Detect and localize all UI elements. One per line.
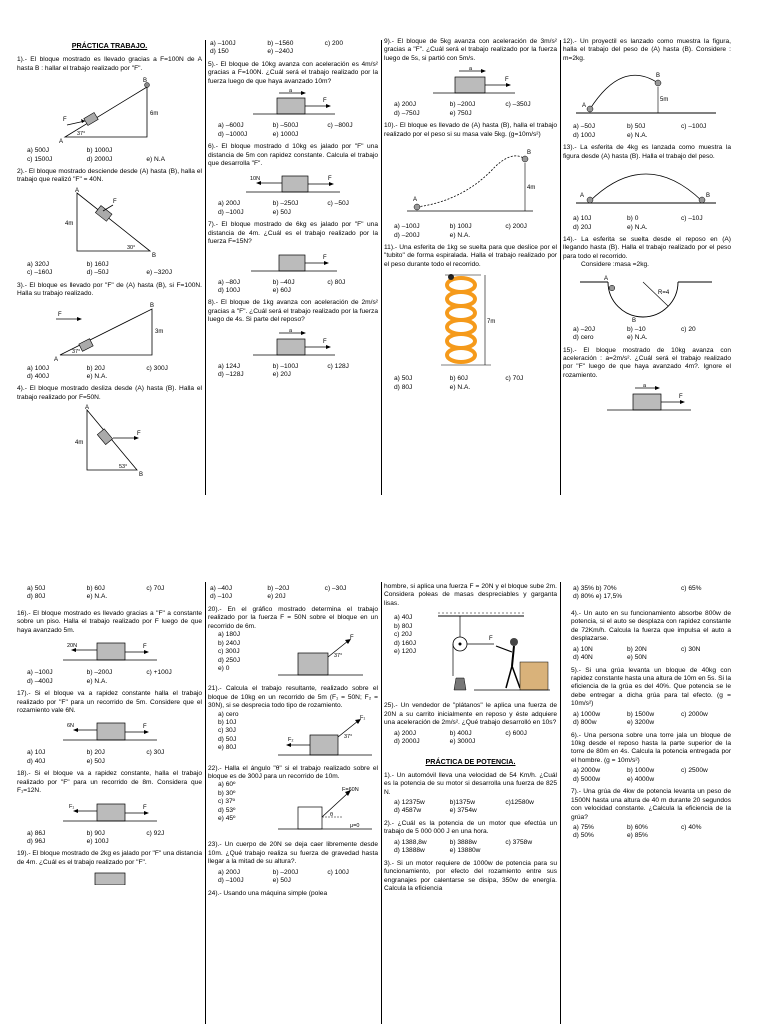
figure-curve-q10 [401,141,541,221]
option-b: b) 1000J [86,147,113,155]
question-15: 15).- El bloque mostrado de 10kg avanza con aceleración : a=2m/s². ¿Cuál será el trabajo realizado por "F" luego de que haya avanzado 4m?. Ignore el rozamiento. [563,346,731,379]
label-height: 6m [149,111,158,118]
options-q23: a) 200J b) –200J c) 100J d) –100J e) 50J [218,868,349,885]
label-force-1: F₁ [360,714,366,721]
question-8: 8).- El bloque de 1kg avanza con aceleración de 2m/s² gracias a "F". ¿Cuál será el trabajo realizado por la fuerza luego de 4s. Si parte del reposo? [208,299,378,324]
options-q2: a) 320J b) 160J c) –160J d) –50J e) –320J [27,260,172,277]
label-force: F [323,254,327,261]
power-question-3: 3).- Si un motor requiere de 1000w de potencia para su funcionamiento, por efecto del rozamiento entre sus engranajes por calentarse se disipa, 350w de energía. Calcula la eficiencia [384,859,557,892]
figure-arc-q13 [572,163,722,213]
label-a: A [58,139,63,146]
figure-block-q15 [597,382,697,416]
question-25: 25).- Un vendedor de "plátanos" le aplica una fuerza de 20N a su carrito inicialmente en reposo y éste adquiere una aceleración de 2m/s². ¿Qué trabajo desarrolló en 10s? [384,702,557,727]
label-force: F [323,338,327,345]
power-question-1: 1).- Un automóvil lleva una velocidad de 54 Km/h. ¿Cuál es la potencia de su motor si desarrolla una fuerza de 825 N. [384,771,557,796]
figure-semicircle-q14 [572,272,722,324]
power-question-5: 5).- Si una grúa levanta un bloque de 40kg con rapidez constante hasta una altura de 10m en 5s. Si la eficiencia de la grúa es del 40%. Que potencia se le debe entregar a dicha grúa para tal efecto. (g = 10m/s²) [571,666,731,708]
question-22: 22).- Halla el ángulo "θ" si el trabajo realizado sobre el bloque es de 300J para un recorrido de 10m. [208,764,378,780]
page-title: PRÁCTICA TRABAJO. [71,41,148,50]
power-question-4: 4).- Un auto en su funcionamiento absorbe 800w de potencia, si el auto se desplaza con rapidez constante de 72Km/h. Calcula la fuerza que impulsa el auto a desplazarse. [571,609,731,643]
label-force: F [62,117,67,124]
label-force: F [142,804,147,811]
options-p4: a) 10N b) 20N c) 30N d) 40N e) 50N [573,645,701,662]
label-b: B [138,472,143,477]
question-23: 23).- Un cuerpo de 20N se deja caer libremente desde 10m. ¿Qué trabajo realiza su fuerza de gravedad hasta llegar a la mitad de su altura?. [208,841,378,866]
options-q16: a) –100J b) –200J c) +100J d) –400J e) N.A. [27,669,172,685]
option-d: d) 2000J [86,155,113,163]
label-a: A [582,103,587,110]
label-accel: a [289,327,293,334]
question-24: 24).- Usando una máquina simple (polea [208,889,328,897]
question-24-continued: hombre, si aplica una fuerza F = 20N y el bloque sube 2m. Considera poleas de masas despreciables y garganta lisas. [384,583,557,607]
figure-block-q8 [243,327,343,361]
question-7: 7).- El bloque mostrado de 6kg es jalado por "F" una distancia de 4m. ¿Cuál es el trabajo realizado por la fuerza F=15N? [208,221,378,246]
figure-block-q5 [243,88,343,120]
options-p3: a) 35% b) 70% c) 65% d) 80% e) 17,5% [573,585,702,601]
top-column-1 [14,38,205,478]
label-radius: R=4 [658,289,670,296]
label-force: F [489,636,493,643]
label-force: F [504,77,509,84]
label-accel: a [468,66,472,73]
label-b: B [656,73,661,80]
label-accel: a [289,88,293,95]
label-force-1: F₁ [68,803,74,810]
label-b: B [149,302,154,309]
power-section-title: PRÁCTICA DE POTENCIA. [425,756,516,766]
label-height: 7m [486,319,495,326]
label-height: 4m [74,440,83,447]
label-height: 3m [154,328,163,335]
label-force: F [350,635,354,642]
bottom-column-4 [560,583,734,845]
question-12: 12).- Un proyectil es lanzado como muestra la figura, halla el trabajo del peso de (A) hasta (B). Considere : m=2kg. [563,38,731,62]
figure-block-q22 [268,781,378,837]
label-b: B [151,252,156,259]
label-height: 5m [660,97,669,104]
label-a: A [84,405,89,412]
label-angle: 53° [118,464,127,471]
options-q3: a) 100J b) 20J c) 300J d) 400J e) N.A. [27,364,168,381]
label-angle: 37° [76,131,85,138]
options-q17: a) 10J b) 20J c) 30J d) 40J e) 50J [27,749,165,765]
label-a: A [53,356,58,363]
option-a: a) 500J [27,147,49,155]
label-angle: 37° [71,348,80,355]
figure-block-q9 [421,65,521,99]
figure-block-q21 [268,711,378,761]
options-prev-bottom: a) 50J b) 60J c) 70J d) 80J e) N.A. [27,585,165,601]
option-c: c) 1500J [27,155,53,163]
label-force: F [57,311,62,318]
options-q6: a) 200J b) –250J c) –50J d) –100J e) 50J [218,200,349,216]
figure-incline-q4 [55,404,165,476]
figure-block-q20 [268,631,368,681]
label-accel: a [643,383,647,390]
figure-incline-q3 [50,301,170,363]
label-theta: θ [330,812,334,819]
label-friction: 20N [66,643,77,650]
figure-block-q7 [243,249,343,277]
figure-pulley-q24 [434,608,552,698]
question-17: 17).- Si el bloque va a rapidez constante halla el trabajo realizado por "F" para un recorrido de 5m. Considere que el rozamiento vale 6N. [17,690,202,714]
option-e: e) N.A [146,155,166,163]
label-angle: 37° [344,733,353,740]
question-10: 10).- El bloque es llevado de (A) hasta (B), halla el trabajo realizado por el peso si su masa vale 5kg. (g=10m/s²) [384,122,557,138]
question-20: 20).- En el gráfico mostrado determina el trabajo realizado por la fuerza F = 50N sobre el bloque en un recorrido de 6m. [208,605,378,630]
options-q8: a) 124J b) –100J c) 128J d) –128J e) 20J [218,362,349,379]
options-q12: a) –50J b) 50J c) –100J d) 100J e) N.A. [573,123,707,139]
options-q18: a) 86J b) 90J c) 92J d) 96J e) 100J [27,829,165,845]
label-b: B [706,193,711,200]
options-p1: a) 12375w b)1375w c)12580w d) 4587w e) 3754w [394,799,534,815]
question-4: 4).- El bloque mostrado desliza desde (A) hasta (B). Halla el trabajo realizado por F=50N. [17,385,202,401]
figure-incline-q1 [55,75,165,145]
question-19: 19).- El bloque mostrado de 2kg es jalado por "F" una distancia de 4m. ¿Cuál es el trabajo realizado por "F". [17,850,202,866]
power-question-7: 7).- Una grúa de 4kw de potencia levanta un peso de 1500N hasta una altura de 40 m durante 20 segundos con velocidad constante. ¿Calcula la eficiencia de la grúa? [571,788,731,821]
options-q22: a) 60º b) 30º c) 37º d) 53º e) 45º [218,781,236,823]
label-height: 4m [64,220,73,227]
options-q11: a) 50J b) 60J c) 70J d) 80J e) N.A. [394,375,524,391]
label-a: A [604,275,609,282]
label-a: A [580,193,585,200]
label-force: F=60N [342,787,359,794]
power-question-2: 2).- ¿Cuál es la potencia de un motor que efectúa un trabajo de 5 000 000 J en una hora. [384,819,557,836]
label-friction: 6N [66,723,74,730]
figure-block-q19 [55,869,165,885]
options-prev: a) –100J b) –1560 c) 200 d) 150 e) –240J [210,40,343,56]
question-1: 1).- El bloque mostrado es llevado gracias a F=100N de A hasta B : hallar el trabajo realizado por "F". [17,56,202,72]
question-14-note: Considere :masa =2kg. [581,261,649,269]
label-a: A [74,187,79,194]
options-q5: a) –600J b) –500J c) –800J d) –1000J e) 1000J [218,122,353,138]
options-q1 [27,147,202,164]
label-b: B [526,150,531,157]
bottom-column-3 [381,583,560,893]
options-q21: a) cero b) 10J c) 30J d) 50J e) 80J [218,710,239,752]
figure-block-q16 [55,637,165,667]
label-force: F [136,431,141,438]
options-q7: a) –80J b) –40J c) 80J d) 100J e) 60J [218,278,346,294]
top-column-3 [381,38,560,396]
question-14: 14).- La esferita se suelta desde el reposo en (A) llegando hasta (B). Halla el trabajo realizado por el peso para todo el recorrido. [563,235,731,260]
bottom-column-1 [14,583,205,887]
label-angle: 30° [126,244,135,251]
question-3: 3).- El bloque es llevado por "F" de (A) hasta (B), si F=100N. Halla su trabajo realizado. [17,281,202,298]
options-p6: a) 2000w b) 1000w c) 2500w d) 5000w e) 4000w [573,767,708,783]
figure-incline-q2 [55,187,165,259]
power-question-6: 6).- Una persona sobre una torre jala un bloque de 10kg desde el reposo hasta la parte superior de la torre de 80m en 4s. Calcula la potencia entregada por el hombre. (g = 10m/s²) [571,731,731,764]
options-q14: a) –20J b) –10 c) 20 d) cero e) N.A. [573,325,696,342]
options-q24: a) 40J b) 80J c) 20J d) 160J e) 120J [394,614,416,656]
label-friction: 10N [250,176,261,183]
label-force: F [328,176,332,183]
label-b: B [142,78,147,85]
options-q9: a) 200J b) –200J c) –350J d) –750J e) 750J [394,101,531,117]
question-13: 13).- La esferita de 4kg es lanzada como muestra la figura desde (A) hasta (B). Halla el trabajo del peso. [563,144,731,160]
question-16: 16).- El bloque mostrado es llevado gracias a "F" a constante sobre un piso. Halla el trabajo realizado por F luego de que haya avanzado 5m. [17,609,202,634]
figure-block-q18 [55,798,165,828]
top-column-2 [205,38,381,384]
options-q20: a) 180J b) 240J c) 300J d) 250J e) 0 [218,631,240,672]
question-9: 9).- El bloque de 5kg avanza con aceleración de 3m/s² gracias a "F". ¿Cuál será el trabajo realizado por la fuerza luego de 5s, si partió con 5m/s. [384,38,557,62]
options-q13: a) 10J b) 0 c) –10J d) 20J e) N.A. [573,215,703,231]
figure-block-q6 [238,170,348,198]
options-p7: a) 75% b) 60% c) 40% d) 50% e) 85% [573,823,702,840]
label-a: A [412,197,417,204]
figure-spiral-q11 [421,271,521,373]
question-5: 5).- El bloque de 10kg avanza con aceleración es 4m/s² gracias a F=100N. ¿Cuál será el trabajo realizado por la fuerza luego de que haya avanzado 10m? [208,60,378,85]
question-6: 6).- El bloque mostrado d 10kg es jalado por "F" una distancia de 5m con rapidez constante. Calcula el trabajo que desarrolla "F". [208,143,378,167]
label-force-2: F₂ [288,736,294,743]
label-force: F [679,394,683,401]
options-p2: a) 1388,8w b) 3888w c) 3758w d) 13888w e) 13880w [394,838,533,855]
label-height: 4m [526,185,535,192]
question-2: 2).- El bloque mostrado desciende desde (A) hasta (B), halla el trabajo que realizó "F" = 40N. [17,167,202,184]
question-18: 18).- Si el bloque va a rapidez constante, halla el trabajo realizado por "F" para un recorrido de 8m. Considera que F₁=12N. [17,770,202,795]
label-b: B [632,317,637,324]
options-q10: a) –100J b) 100J c) 200J d) –200J e) N.A. [394,223,527,239]
options-p5: a) 1000w b) 1500w c) 2000w d) 800w e) 3200w [573,710,708,727]
label-force: F [142,644,147,651]
label-force: F [323,98,327,105]
figure-block-q17 [55,717,165,747]
top-column-4 [560,38,734,418]
label-force: F [112,198,117,205]
bottom-column-2 [205,583,381,898]
question-11: 11).- Una esferita de 1kg se suelta para que deslice por el "tubito" de forma espiralada. Halla el trabajo realizado por el peso durante todo el recorrido. [384,243,557,268]
figure-projectile-q12 [572,65,722,121]
label-mu: μ=0 [350,823,360,830]
options-q25: a) 200J b) 400J c) 600J d) 2000J e) 3000J [394,729,527,746]
label-force: F [142,724,147,731]
label-angle: 37° [334,653,343,660]
options-prev-bottom-2: a) –40J b) –20J c) –30J d) –10J e) 20J [210,585,347,601]
question-21: 21).- Calcula el trabajo resultante, realizado sobre el bloque de 10kg en un recorrido de 5m (F₁ = 50N; F₂ = 30N), si se desprecia todo tipo de rozamiento. [208,685,378,710]
